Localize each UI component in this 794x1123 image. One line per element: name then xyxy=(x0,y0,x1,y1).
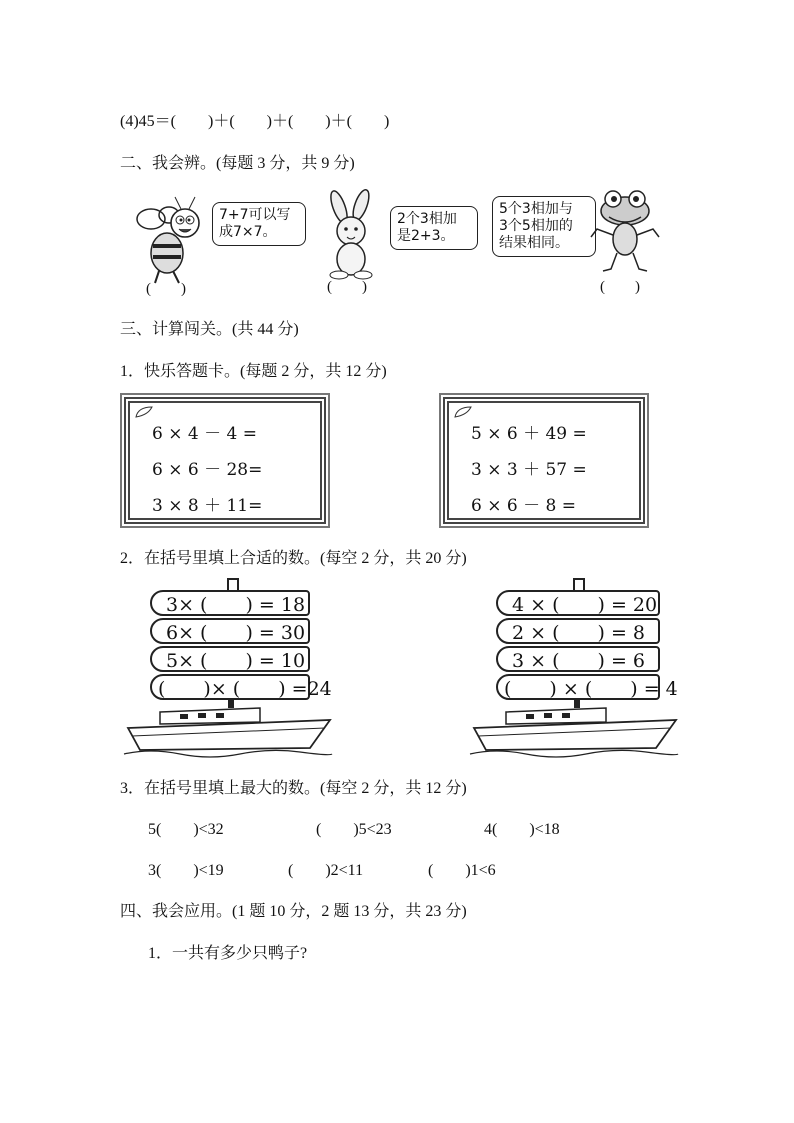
boat-hull-left xyxy=(120,700,335,760)
leaf-icon xyxy=(453,405,473,419)
sailboat-left xyxy=(120,578,335,758)
section4-title: 四、我会应用。(1 题 10 分，2 题 13 分，共 23 分) xyxy=(120,903,467,920)
q4-partition-line: (4)45＝( )＋( )＋( )＋( ) xyxy=(120,113,390,130)
ineq-5: ( )2<11 xyxy=(288,862,364,879)
card-right-expr-1: 5 × 6 ＋ 49 = xyxy=(471,424,587,444)
bubble-frog: 5个3相加与 3个5相加的 结果相同。 xyxy=(492,196,596,257)
bee-illustration xyxy=(127,191,207,286)
answer-card-right xyxy=(443,397,645,524)
boat-right-eq-1: 4 × ( ) = 20 xyxy=(496,590,660,616)
ineq-1: 5( )<32 xyxy=(148,821,224,838)
paren-frog: ( ) xyxy=(600,279,640,295)
leaf-icon xyxy=(134,405,154,419)
bubble-rabbit: 2个3相加 是2+3。 xyxy=(390,206,478,250)
card-right-expr-2: 3 × 3 ＋ 57 = xyxy=(471,460,587,480)
card-left-expr-1: 6 × 4 － 4 = xyxy=(152,424,257,444)
bubble-bee: 7+7可以写 成7×7。 xyxy=(212,202,306,246)
section3-title: 三、计算闯关。(共 44 分) xyxy=(120,321,299,338)
boat-right-eq-2: 2 × ( ) = 8 xyxy=(496,618,660,644)
paren-bee: ( ) xyxy=(146,281,186,297)
boat-left-eq-4: ( )× ( ) =24 xyxy=(150,674,310,700)
boat-left-eq-1: 3× ( ) = 18 xyxy=(150,590,310,616)
ineq-3: 4( )<18 xyxy=(484,821,560,838)
q2-title: 2．在括号里填上合适的数。(每空 2 分，共 20 分) xyxy=(120,550,467,567)
answer-card-left xyxy=(124,397,326,524)
boat-right-eq-4: ( ) × ( ) = 4 xyxy=(496,674,660,700)
boat-left-eq-2: 6× ( ) = 30 xyxy=(150,618,310,644)
q3-title: 3．在括号里填上最大的数。(每空 2 分，共 12 分) xyxy=(120,780,467,797)
frog-illustration xyxy=(587,187,662,277)
q1-title: 1．快乐答题卡。(每题 2 分，共 12 分) xyxy=(120,363,387,380)
card-right-expr-3: 6 × 6 － 8 = xyxy=(471,496,576,516)
card-left-expr-2: 6 × 6 － 28= xyxy=(152,460,263,480)
paren-rabbit: ( ) xyxy=(327,279,367,295)
boat-hull-right xyxy=(466,700,681,760)
sailboat-right xyxy=(466,578,681,758)
judge-panel xyxy=(122,183,677,298)
boat-right-eq-3: 3 × ( ) = 6 xyxy=(496,646,660,672)
ineq-4: 3( )<19 xyxy=(148,862,224,879)
section2-title: 二、我会辨。(每题 3 分，共 9 分) xyxy=(120,155,355,172)
card-left-expr-3: 3 × 8 ＋ 11= xyxy=(152,496,263,516)
ineq-6: ( )1<6 xyxy=(428,862,496,879)
ineq-2: ( )5<23 xyxy=(316,821,392,838)
section4-q1: 1．一共有多少只鸭子? xyxy=(148,945,308,962)
rabbit-illustration xyxy=(317,189,387,281)
boat-left-eq-3: 5× ( ) = 10 xyxy=(150,646,310,672)
